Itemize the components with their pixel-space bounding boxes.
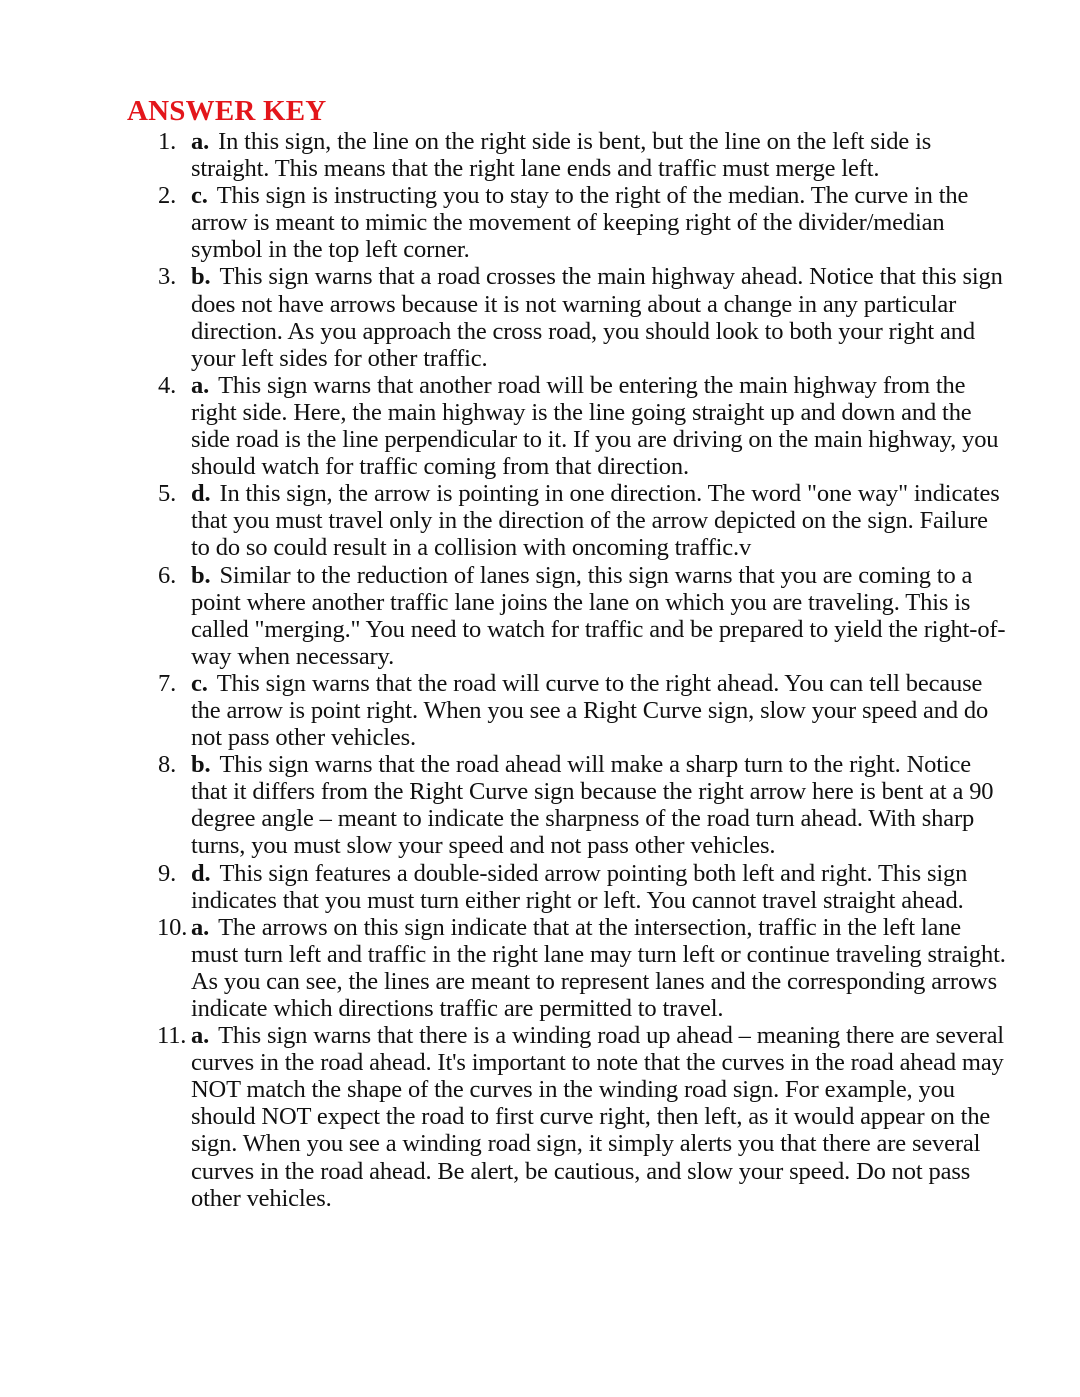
answer-text: This sign warns that a road crosses the main highway ahead. Notice that this sign does not have arrows because it is not warning about a change in any particular direction. As you approach the cross road, you should look to both your right and your left sides for other traffic. (191, 263, 1003, 372)
answer-number: 10. (157, 913, 188, 941)
answer-item-8 (126, 751, 1006, 859)
answer-number: 7. (158, 669, 177, 697)
answer-list (126, 128, 1006, 1212)
answer-number: 8. (158, 751, 177, 779)
answer-text: This sign warns that there is a winding road up ahead – meaning there are several curves in the road ahead. It's important to note that the curves in the road ahead may NOT match the shape of the curves in the winding road sign. For example, you should NOT expect the road to first curve right, then left, as it would appear on the sign. When you see a winding road sign, it simply alerts you that there are several curves in the road ahead. Be alert, be cautious, and slow your speed. Do not pass other vehicles. (191, 1022, 1004, 1212)
answer-number: 3. (158, 263, 177, 291)
answer-text: In this sign, the arrow is pointing in one direction. The word "one way" indicates that you must travel only in the direction of the arrow depicted on the sign. Failure to do so could result in a collision with oncoming traffic.v (191, 480, 1000, 562)
answer-letter: d. (191, 859, 211, 887)
answer-number: 4. (158, 371, 177, 399)
answer-letter: b. (191, 751, 211, 779)
answer-number: 11. (157, 1022, 187, 1050)
answer-letter: c. (191, 669, 208, 697)
answer-number: 2. (158, 182, 177, 210)
answer-letter: a. (191, 1022, 210, 1050)
answer-item-11 (126, 1022, 1006, 1212)
answer-text: In this sign, the line on the right side is bent, but the line on the left side is straight. This means that the right lane ends and traffic must merge left. (191, 128, 932, 183)
answer-key-page (126, 94, 1006, 1212)
answer-number: 1. (158, 128, 177, 155)
answer-item-9 (126, 860, 1006, 914)
answer-letter: c. (191, 182, 208, 210)
answer-item-6 (126, 562, 1006, 670)
answer-item-7 (126, 670, 1006, 751)
answer-text: This sign warns that another road will be entering the main highway from the right side. Here, the main highway is the line going straight up and down and the side road is the line perpendicular to it. If you are driving on the main highway, you should watch for traffic coming from that direction. (191, 371, 999, 481)
answer-text: This sign warns that the road ahead will make a sharp turn to the right. Notice that it differs from the Right Curve sign because the right arrow here is bent at a 90 degree angle – meant to indicate the sharpness of the road turn ahead. With sharp turns, you must slow your speed and not pass other vehicles. (191, 751, 994, 860)
answer-text: This sign features a double-sided arrow pointing both left and right. This sign indicates that you must turn either right or left. You cannot travel straight ahead. (191, 859, 968, 914)
answer-item-2 (126, 182, 1006, 263)
answer-letter: d. (191, 480, 211, 508)
answer-item-10 (126, 914, 1006, 1022)
answer-text: This sign warns that the road will curve to the right ahead. You can tell because the arrow is point right. When you see a Right Curve sign, slow your speed and do not pass other vehicles. (191, 669, 989, 752)
answer-letter: b. (191, 263, 211, 291)
answer-text: The arrows on this sign indicate that at the intersection, traffic in the left lane must turn left and traffic in the right lane may turn left or continue traveling straight. As you can see, the lines are meant to represent lanes and the corresponding arrows indicate which directions traffic are permitted to travel. (191, 913, 1006, 1022)
answer-text: Similar to the reduction of lanes sign, this sign warns that you are coming to a point where another traffic lane joins the lane on which you are traveling. This is called "merging." You need to watch for traffic and be prepared to yield the right-of-way when necessary. (191, 561, 1006, 670)
answer-letter: b. (191, 561, 211, 589)
answer-number: 9. (158, 859, 177, 887)
answer-item-1 (126, 128, 1006, 182)
answer-letter: a. (191, 128, 210, 155)
answer-text: This sign is instructing you to stay to the right of the median. The curve in the arrow is meant to mimic the movement of keeping right of the divider/median symbol in the top left corner. (191, 182, 969, 264)
answer-letter: a. (191, 913, 210, 941)
answer-number: 5. (158, 480, 177, 508)
answer-item-3 (126, 263, 1006, 371)
answer-item-5 (126, 480, 1006, 561)
answer-letter: a. (191, 371, 210, 399)
answer-item-4 (126, 372, 1006, 480)
answer-number: 6. (158, 561, 177, 589)
page-title: ANSWER KEY (127, 95, 327, 127)
